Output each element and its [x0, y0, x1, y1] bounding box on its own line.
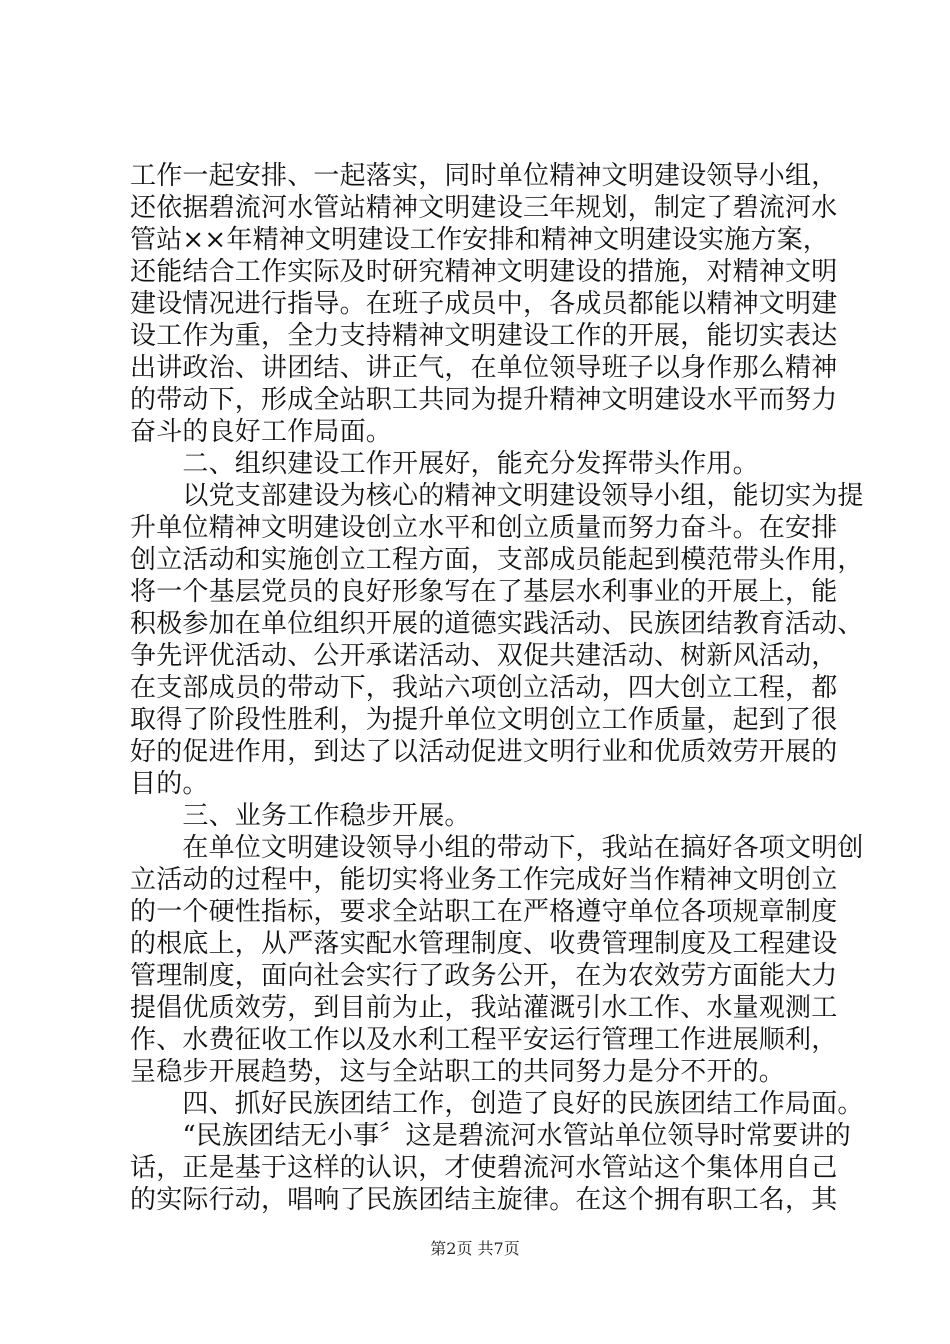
- page-number-footer: 第2页 共7页: [430, 1239, 520, 1258]
- section-heading-2: 二、组织建设工作开展好，能充分发挥带头作用。: [130, 449, 759, 479]
- text-line: 的一个硬性指标，要求全站职工在严格遵守单位各项规章制度: [130, 897, 838, 927]
- text-line: 设工作为重，全力支持精神文明建设工作的开展，能切实表达: [130, 321, 838, 351]
- text-line: 管站××年精神文明建设工作安排和精神文明建设实施方案，: [130, 225, 829, 255]
- text-line: 目的。: [130, 769, 209, 799]
- text-line: 在单位文明建设领导小组的带动下，我站在搞好各项文明创: [130, 833, 864, 863]
- text-line: 建设情况进行指导。在班子成员中，各成员都能以精神文明建: [130, 289, 838, 319]
- text-line: 积极参加在单位组织开展的道德实践活动、民族团结教育活动、: [130, 609, 864, 639]
- text-line: 升单位精神文明建设创立水平和创立质量而努力奋斗。在安排: [130, 513, 838, 543]
- text-line: 管理制度，面向社会实行了政务公开，在为农效劳方面能大力: [130, 961, 838, 991]
- text-line: 在支部成员的带动下，我站六项创立活动，四大创立工程，都: [130, 673, 838, 703]
- text-line: 的带动下，形成全站职工共同为提升精神文明建设水平而努力: [130, 385, 838, 415]
- text-line: 还能结合工作实际及时研究精神文明建设的措施，对精神文明: [130, 257, 838, 287]
- text-line: 作、水费征收工作以及水利工程平安运行管理工作进展顺利，: [130, 1025, 838, 1055]
- text-line: 争先评优活动、公开承诺活动、双促共建活动、树新风活动，: [130, 641, 838, 671]
- text-line: 出讲政治、讲团结、讲正气，在单位领导班子以身作那么精神: [130, 353, 838, 383]
- text-line: 还依据碧流河水管站精神文明建设三年规划，制定了碧流河水: [130, 193, 838, 223]
- text-line: 提倡优质效劳，到目前为止，我站灌溉引水工作、水量观测工: [130, 993, 838, 1023]
- section-heading-4: 四、抓好民族团结工作，创造了良好的民族团结工作局面。: [130, 1089, 864, 1119]
- text-line: 取得了阶段性胜利，为提升单位文明创立工作质量，起到了很: [130, 705, 838, 735]
- text-line: 的实际行动，唱响了民族团结主旋律。在这个拥有职工名，其: [130, 1185, 838, 1215]
- text-line: “民族团结无小事〞这是碧流河水管站单位领导时常要讲的: [130, 1121, 851, 1151]
- text-line: 的根底上，从严落实配水管理制度、收费管理制度及工程建设: [130, 929, 838, 959]
- text-line: 以党支部建设为核心的精神文明建设领导小组，能切实为提: [130, 481, 864, 511]
- text-line: 工作一起安排、一起落实，同时单位精神文明建设领导小组，: [130, 161, 838, 191]
- section-heading-3: 三、业务工作稳步开展。: [130, 801, 471, 831]
- document-body: [130, 160, 864, 1216]
- text-line: 呈稳步开展趋势，这与全站职工的共同努力是分不开的。: [130, 1057, 786, 1087]
- text-line: 立活动的过程中，能切实将业务工作完成好当作精神文明创立: [130, 865, 838, 895]
- text-line: 奋斗的良好工作局面。: [130, 417, 393, 447]
- text-line: 话，正是基于这样的认识，才使碧流河水管站这个集体用自己: [130, 1153, 838, 1183]
- text-line: 创立活动和实施创立工程方面，支部成员能起到模范带头作用，: [130, 545, 864, 575]
- text-line: 将一个基层党员的良好形象写在了基层水利事业的开展上，能: [130, 577, 838, 607]
- text-line: 好的促进作用，到达了以活动促进文明行业和优质效劳开展的: [130, 737, 838, 767]
